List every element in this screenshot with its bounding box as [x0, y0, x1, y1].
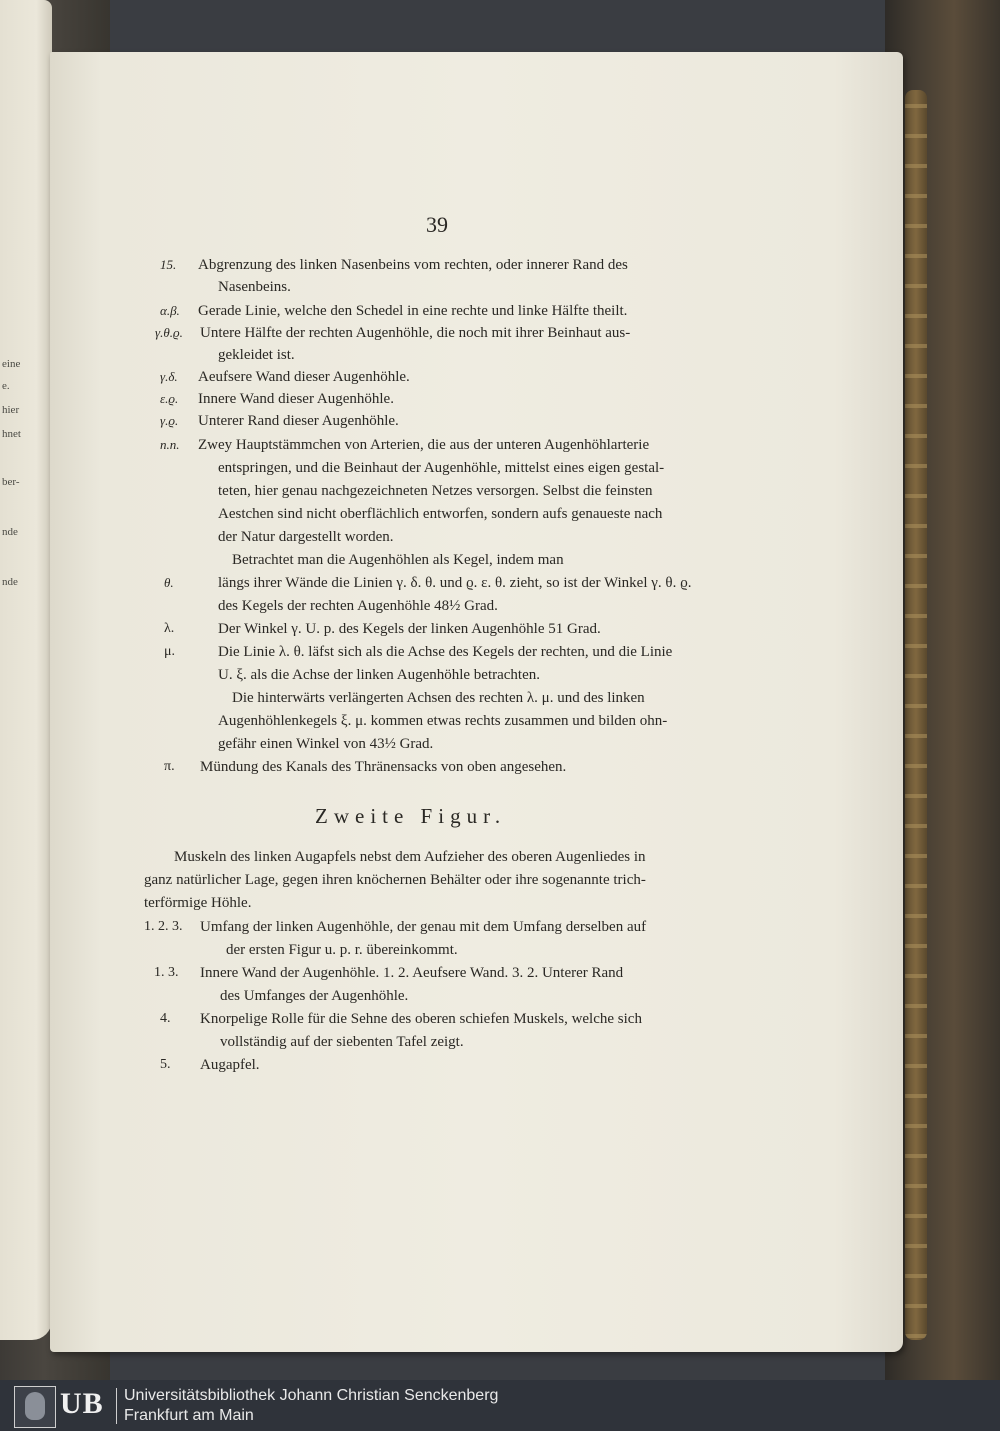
entry-text: Umfang der linken Augenhöhle, der genau mit dem Umfang derselben auf — [200, 919, 647, 935]
logo-divider — [116, 1388, 117, 1424]
entry-label: ε.ϱ. — [160, 391, 179, 406]
entry-label: 4. — [160, 1011, 171, 1026]
entry-label: 5. — [160, 1057, 171, 1072]
previous-page-edge — [0, 0, 52, 1340]
entry-label: n.n. — [160, 437, 180, 452]
entry-text: Die Linie λ. θ. läfst sich als die Achse des Kegels der rechten, und die Linie — [218, 644, 673, 660]
entry-label: α.β. — [160, 303, 180, 318]
institution-city: Frankfurt am Main — [124, 1407, 254, 1424]
entry-text: Aestchen sind nicht oberflächlich entworfen, sondern aufs genaueste nach — [218, 506, 663, 522]
entry-label: γ.δ. — [160, 369, 178, 384]
spine-ornament — [905, 90, 927, 1340]
margin-fragment: eine — [2, 358, 21, 370]
book-page — [50, 52, 903, 1352]
entry-text: Unterer Rand dieser Augenhöhle. — [198, 413, 399, 429]
entry-text: Gerade Linie, welche den Schedel in eine rechte und linke Hälfte theilt. — [198, 303, 628, 319]
entry-label: 15. — [160, 257, 177, 272]
entry-label: 1. 3. — [154, 965, 179, 980]
paragraph-line: gefähr einen Winkel von 43½ Grad. — [218, 736, 434, 752]
entry-text: Nasenbeins. — [218, 279, 291, 295]
margin-fragment: nde — [2, 526, 18, 538]
entry-text: U. ξ. als die Achse der linken Augenhöhle betrachten. — [218, 667, 541, 683]
entry-label: θ. — [164, 575, 174, 590]
entry-text: Innere Wand der Augenhöhle. 1. 2. Aeufsere Wand. 3. 2. Unterer Rand — [200, 965, 624, 981]
entry-text: Untere Hälfte der rechten Augenhöhle, die noch mit ihrer Beinhaut aus- — [200, 325, 631, 341]
entry-text: Knorpelige Rolle für die Sehne des oberen schiefen Muskels, welche sich — [200, 1011, 642, 1027]
entry-text: Der Winkel γ. U. p. des Kegels der linken Augenhöhle 51 Grad. — [218, 621, 601, 637]
section-heading: Zweite Figur. — [315, 804, 507, 828]
entry-text: entspringen, und die Beinhaut der Augenhöhle, mittelst eines eigen gestal- — [218, 460, 665, 476]
intro-line: ganz natürlicher Lage, gegen ihren knöchernen Behälter oder ihre sogenannte trich- — [144, 872, 646, 888]
margin-fragment: hnet — [2, 428, 21, 440]
entry-text: des Umfanges der Augenhöhle. — [220, 988, 409, 1004]
margin-fragment: ber- — [2, 476, 20, 488]
entry-label: γ.ϱ. — [160, 413, 179, 428]
entry-text: Innere Wand dieser Augenhöhle. — [198, 391, 394, 407]
entry-label: γ.θ.ϱ. — [155, 325, 183, 340]
intro-line: terförmige Höhle. — [144, 895, 252, 911]
entry-label: 1. 2. 3. — [144, 919, 183, 934]
entry-text: Mündung des Kanals des Thränensacks von oben angesehen. — [200, 759, 567, 775]
entry-label: π. — [164, 759, 175, 774]
page-number: 39 — [426, 212, 448, 237]
margin-fragment: nde — [2, 576, 18, 588]
paragraph-line: Betrachtet man die Augenhöhlen als Kegel, indem man — [232, 552, 564, 568]
entry-text: teten, hier genau nachgezeichneten Netzes versorgen. Selbst die feinsten — [218, 483, 653, 499]
entry-text: Augapfel. — [200, 1057, 260, 1073]
entry-text: Aeufsere Wand dieser Augenhöhle. — [198, 369, 410, 385]
entry-text: Abgrenzung des linken Nasenbeins vom rechten, oder innerer Rand des — [198, 257, 628, 273]
paragraph-line: Augenhöhlenkegels ξ. μ. kommen etwas rechts zusammen und bilden ohn- — [218, 713, 668, 729]
entry-text: gekleidet ist. — [218, 347, 295, 363]
library-portrait-icon — [14, 1386, 56, 1428]
institution-name[interactable]: Universitätsbibliothek Johann Christian Senckenberg — [124, 1387, 499, 1404]
entry-text: längs ihrer Wände die Linien γ. δ. θ. und ϱ. ε. θ. zieht, so ist der Winkel γ. θ. ϱ. — [218, 575, 692, 591]
entry-text: des Kegels der rechten Augenhöhle 48½ Grad. — [218, 598, 498, 614]
entry-text: vollständig auf der siebenten Tafel zeigt. — [220, 1034, 464, 1050]
margin-fragment: hier — [2, 404, 20, 416]
entry-text: der Natur dargestellt worden. — [218, 529, 394, 545]
entry-label: μ. — [164, 644, 176, 659]
entry-text: der ersten Figur u. p. r. übereinkommt. — [226, 942, 458, 958]
library-logo[interactable]: UB — [60, 1387, 104, 1420]
library-footer — [0, 1380, 1000, 1431]
page-text — [50, 52, 903, 1352]
entry-label: λ. — [164, 621, 175, 636]
intro-line: Muskeln des linken Augapfels nebst dem Aufzieher des oberen Augenliedes in — [174, 849, 646, 865]
paragraph-line: Die hinterwärts verlängerten Achsen des rechten λ. μ. und des linken — [232, 690, 645, 706]
margin-fragment: e. — [2, 380, 10, 392]
entry-text: Zwey Hauptstämmchen von Arterien, die aus der unteren Augenhöhlarterie — [198, 437, 650, 453]
